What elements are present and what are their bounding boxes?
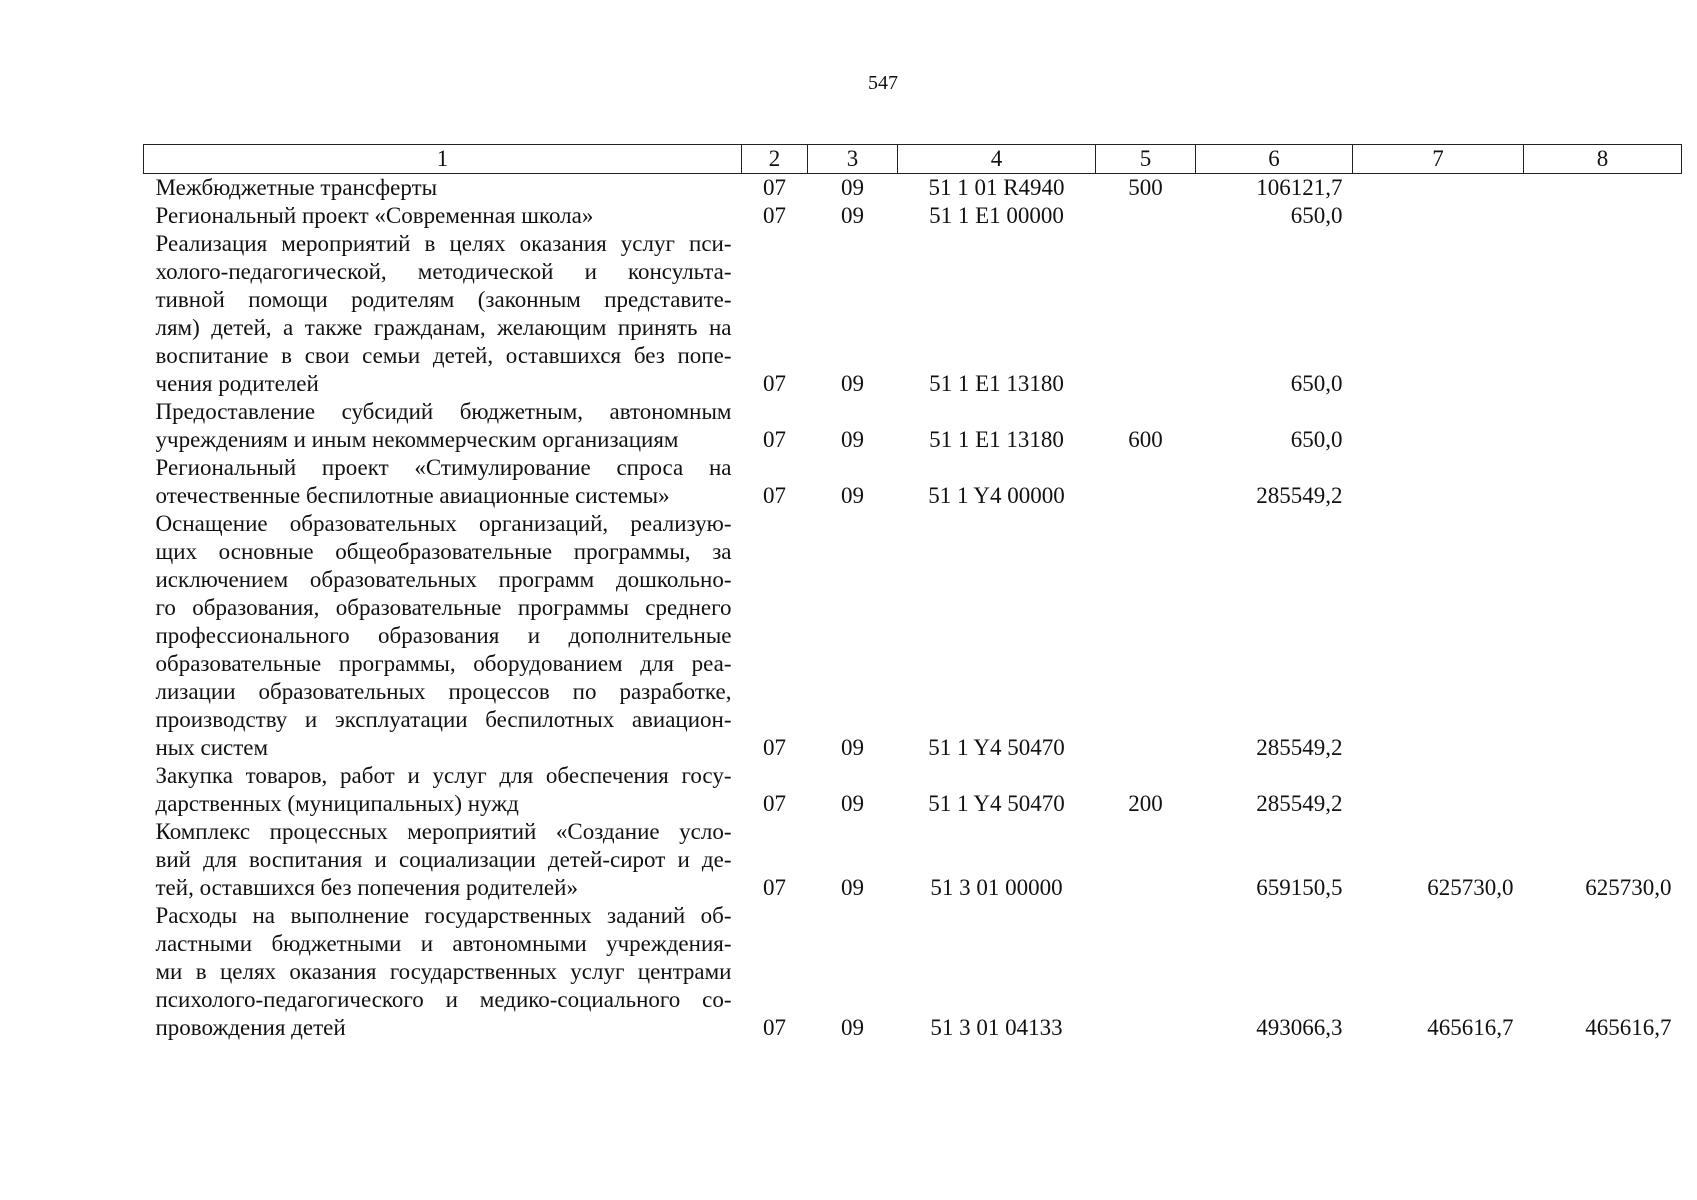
row-name-line: холого-педагогической, методической и консульта- bbox=[155, 259, 732, 284]
row-amount-col7-cell bbox=[1353, 202, 1524, 230]
row-subsection-cell: 09 bbox=[841, 875, 864, 900]
row-name-cell bbox=[144, 202, 742, 230]
header-col-4: 4 bbox=[898, 145, 1096, 174]
row-target-article-cell: 51 3 01 04133 bbox=[930, 1015, 1063, 1040]
row-name-line: Комплекс процессных мероприятий «Создание усло- bbox=[155, 819, 732, 844]
row-amount-col7-cell bbox=[1353, 762, 1524, 818]
row-amount-col7-cell: 465616,7 bbox=[1427, 1015, 1514, 1040]
row-expense-type-cell: 600 bbox=[1128, 427, 1163, 452]
row-name-line: Расходы на выполнение государственных заданий об- bbox=[155, 903, 732, 928]
row-name-cell bbox=[144, 510, 742, 762]
row-expense-type-cell: 500 bbox=[1128, 175, 1163, 200]
row-name-line: ных систем bbox=[155, 735, 269, 760]
row-name-cell bbox=[144, 230, 742, 398]
row-name-line: щих основные общеобразовательные программы, за bbox=[155, 539, 732, 564]
row-name-line: Региональный проект «Современная школа» bbox=[155, 203, 594, 228]
row-name-line: лям) детей, а также гражданам, желающим принять на bbox=[155, 315, 732, 340]
row-amount-col8-cell bbox=[1524, 454, 1682, 510]
row-amount-col6-cell: 285549,2 bbox=[1256, 735, 1343, 760]
row-name-cell bbox=[144, 398, 742, 454]
table-row bbox=[144, 202, 1682, 230]
row-expense-type-cell bbox=[1096, 454, 1196, 510]
row-subsection-cell: 09 bbox=[841, 735, 864, 760]
row-section-cell: 07 bbox=[763, 735, 786, 760]
row-amount-col6-cell: 285549,2 bbox=[1256, 791, 1343, 816]
row-name-cell bbox=[144, 902, 742, 1042]
header-col-8: 8 bbox=[1524, 145, 1682, 174]
row-name-line: провождения детей bbox=[155, 1015, 346, 1040]
row-name-line: Предоставление субсидий бюджетным, автономным bbox=[155, 399, 732, 424]
row-name-line: го образования, образовательные программы среднего bbox=[155, 595, 732, 620]
header-col-5: 5 bbox=[1096, 145, 1196, 174]
row-name-line: тей, оставшихся без попечения родителей» bbox=[155, 875, 578, 900]
row-name-line: чения родителей bbox=[155, 371, 319, 396]
row-expense-type-cell bbox=[1096, 230, 1196, 398]
row-name-line: ластными бюджетными и автономными учреждения- bbox=[155, 931, 732, 956]
table-row bbox=[144, 398, 1682, 454]
row-subsection-cell: 09 bbox=[841, 371, 864, 396]
row-name-line: дарственных (муниципальных) нужд bbox=[155, 791, 519, 816]
row-expense-type-cell bbox=[1096, 202, 1196, 230]
row-amount-col8-cell bbox=[1524, 174, 1682, 203]
row-name-line: Межбюджетные трансферты bbox=[155, 175, 438, 200]
table-row bbox=[144, 818, 1682, 902]
table-row bbox=[144, 174, 1682, 203]
row-target-article-cell: 51 3 01 00000 bbox=[930, 875, 1063, 900]
row-expense-type-cell bbox=[1096, 818, 1196, 902]
header-col-3: 3 bbox=[808, 145, 898, 174]
row-expense-type-cell bbox=[1096, 902, 1196, 1042]
row-subsection-cell: 09 bbox=[841, 1015, 864, 1040]
row-name-line: психолого-педагогического и медико-социального со- bbox=[155, 987, 732, 1012]
table-row bbox=[144, 762, 1682, 818]
table-row bbox=[144, 902, 1682, 1042]
row-amount-col7-cell bbox=[1353, 230, 1524, 398]
row-target-article-cell: 51 1 Y4 50470 bbox=[928, 735, 1065, 760]
row-section-cell: 07 bbox=[763, 1015, 786, 1040]
header-col-7: 7 bbox=[1353, 145, 1524, 174]
row-section-cell: 07 bbox=[763, 427, 786, 452]
row-subsection-cell: 09 bbox=[841, 427, 864, 452]
row-amount-col7-cell bbox=[1353, 174, 1524, 203]
row-amount-col7-cell bbox=[1353, 454, 1524, 510]
table-body bbox=[144, 174, 1682, 1043]
row-name-line: исключением образовательных программ дошкольно- bbox=[155, 567, 732, 592]
row-name-line: ми в целях оказания государственных услуг центрами bbox=[155, 959, 732, 984]
row-section-cell: 07 bbox=[763, 483, 786, 508]
budget-table bbox=[143, 144, 1682, 1042]
row-target-article-cell: 51 1 Y4 00000 bbox=[928, 483, 1065, 508]
row-subsection-cell: 09 bbox=[841, 483, 864, 508]
row-name-line: Закупка товаров, работ и услуг для обеспечения госу- bbox=[155, 763, 732, 788]
row-amount-col6-cell: 659150,5 bbox=[1256, 875, 1343, 900]
header-row bbox=[144, 145, 1682, 174]
row-amount-col8-cell: 625730,0 bbox=[1585, 875, 1672, 900]
row-name-line: вий для воспитания и социализации детей-сирот и де- bbox=[155, 847, 732, 872]
row-amount-col8-cell bbox=[1524, 762, 1682, 818]
header-col-2: 2 bbox=[742, 145, 808, 174]
row-section-cell: 07 bbox=[763, 203, 786, 228]
row-amount-col6-cell: 650,0 bbox=[1290, 427, 1343, 452]
row-name-line: Региональный проект «Стимулирование спроса на bbox=[155, 455, 732, 480]
row-name-cell bbox=[144, 174, 742, 203]
row-name-line: учреждениям и иным некоммерческим организациям bbox=[155, 427, 679, 452]
row-amount-col8-cell bbox=[1524, 202, 1682, 230]
row-name-line: тивной помощи родителям (законным представите- bbox=[155, 287, 732, 312]
table-row bbox=[144, 454, 1682, 510]
row-amount-col8-cell bbox=[1524, 398, 1682, 454]
row-expense-type-cell: 200 bbox=[1128, 791, 1163, 816]
row-section-cell: 07 bbox=[763, 875, 786, 900]
row-name-cell bbox=[144, 818, 742, 902]
row-amount-col6-cell: 493066,3 bbox=[1256, 1015, 1343, 1040]
row-expense-type-cell bbox=[1096, 510, 1196, 762]
row-section-cell: 07 bbox=[763, 791, 786, 816]
row-amount-col7-cell: 625730,0 bbox=[1427, 875, 1514, 900]
header-col-6: 6 bbox=[1196, 145, 1353, 174]
row-name-line: отечественные беспилотные авиационные системы» bbox=[155, 483, 670, 508]
row-amount-col7-cell bbox=[1353, 398, 1524, 454]
row-name-cell bbox=[144, 454, 742, 510]
row-amount-col6-cell: 285549,2 bbox=[1256, 483, 1343, 508]
row-name-line: производству и эксплуатации беспилотных авиацион- bbox=[155, 707, 732, 732]
row-name-line: Оснащение образовательных организаций, реализую- bbox=[155, 511, 732, 536]
row-target-article-cell: 51 1 E1 13180 bbox=[929, 427, 1064, 452]
row-section-cell: 07 bbox=[763, 371, 786, 396]
row-target-article-cell: 51 1 E1 13180 bbox=[929, 371, 1064, 396]
row-subsection-cell: 09 bbox=[841, 791, 864, 816]
page-number: 547 bbox=[868, 72, 898, 94]
row-name-cell bbox=[144, 762, 742, 818]
table-row bbox=[144, 230, 1682, 398]
row-amount-col7-cell bbox=[1353, 510, 1524, 762]
header-col-1: 1 bbox=[144, 145, 742, 174]
row-amount-col8-cell bbox=[1524, 510, 1682, 762]
row-name-line: воспитание в свои семьи детей, оставшихся без попе- bbox=[155, 343, 732, 368]
row-section-cell: 07 bbox=[763, 175, 786, 200]
row-amount-col8-cell bbox=[1524, 230, 1682, 398]
row-name-line: образовательные программы, оборудованием для реа- bbox=[155, 651, 732, 676]
table-row bbox=[144, 510, 1682, 762]
row-name-line: профессионального образования и дополнительные bbox=[155, 623, 732, 648]
row-name-line: лизации образовательных процессов по разработке, bbox=[155, 679, 732, 704]
row-target-article-cell: 51 1 Y4 50470 bbox=[928, 791, 1065, 816]
row-amount-col6-cell: 650,0 bbox=[1290, 371, 1343, 396]
row-subsection-cell: 09 bbox=[841, 203, 864, 228]
row-target-article-cell: 51 1 01 R4940 bbox=[928, 175, 1065, 200]
row-target-article-cell: 51 1 E1 00000 bbox=[929, 203, 1064, 228]
row-amount-col8-cell: 465616,7 bbox=[1585, 1015, 1672, 1040]
row-amount-col6-cell: 650,0 bbox=[1290, 203, 1343, 228]
row-amount-col6-cell: 106121,7 bbox=[1256, 175, 1343, 200]
row-subsection-cell: 09 bbox=[841, 175, 864, 200]
row-name-line: Реализация мероприятий в целях оказания услуг пси- bbox=[155, 231, 732, 256]
